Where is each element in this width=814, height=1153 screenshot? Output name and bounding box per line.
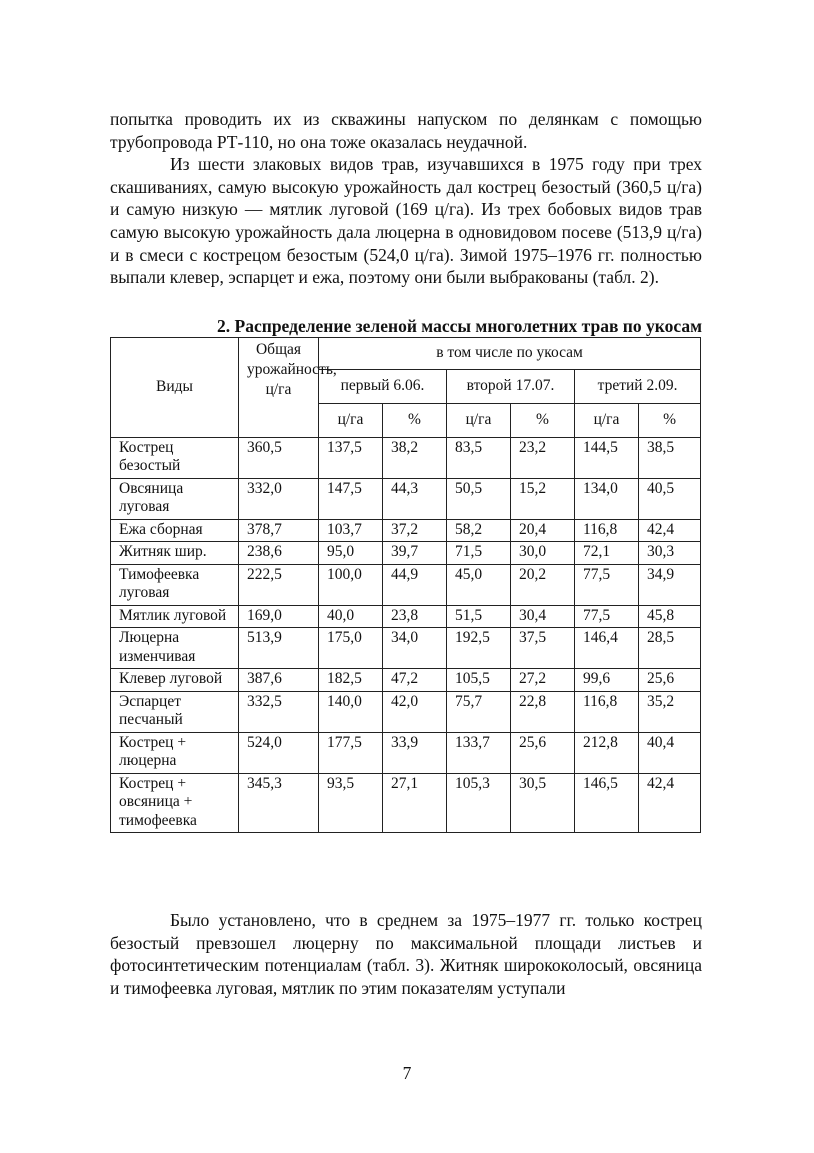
table-cell: 27,2 <box>511 669 575 692</box>
table-row <box>111 564 701 605</box>
header-unit-c: ц/га <box>447 403 511 437</box>
table-cell: 44,3 <box>383 478 447 519</box>
header-unit-pct: % <box>639 403 701 437</box>
table-cell: 47,2 <box>383 669 447 692</box>
species-name: Ежа сборная <box>111 519 239 542</box>
table-row <box>111 437 701 478</box>
table-row <box>111 773 701 833</box>
table-cell: 345,3 <box>239 773 319 833</box>
table-cell: 134,0 <box>575 478 639 519</box>
paragraph-1: попытка проводить их из скважины напуском по делянкам с помощью трубопровода РТ-110, но она тоже оказалась неудачной. <box>110 109 702 152</box>
species-name: Кострец + овсяница + тимофеевка <box>111 773 239 833</box>
paragraph-3: Было установлено, что в среднем за 1975–1977 гг. только кострец безостый превзошел люцерну по максимальной площади листьев и фотосинтетическим потенциалам (табл. 3). Житняк ширококолосый, овсяница и тимофеевка луговая, мятлик по этим показателям уступали <box>110 910 702 998</box>
table-cell: 40,5 <box>639 478 701 519</box>
table-cell: 524,0 <box>239 732 319 773</box>
table-cell: 42,4 <box>639 519 701 542</box>
table-cell: 360,5 <box>239 437 319 478</box>
table-cell: 83,5 <box>447 437 511 478</box>
table-cell: 44,9 <box>383 564 447 605</box>
table-cell: 20,2 <box>511 564 575 605</box>
header-unit-c: ц/га <box>575 403 639 437</box>
table-cell: 175,0 <box>319 628 383 669</box>
yield-table <box>110 337 701 834</box>
table-caption: 2. Распределение зеленой массы многолетних трав по укосам <box>217 315 702 336</box>
table-cell: 146,4 <box>575 628 639 669</box>
table-cell: 116,8 <box>575 691 639 732</box>
table-row <box>111 669 701 692</box>
table-cell: 51,5 <box>447 605 511 628</box>
header-including: в том числе по укосам <box>319 337 701 369</box>
header-unit-pct: % <box>383 403 447 437</box>
table-cell: 72,1 <box>575 542 639 565</box>
table-cell: 22,8 <box>511 691 575 732</box>
species-name: Житняк шир. <box>111 542 239 565</box>
table-cell: 30,5 <box>511 773 575 833</box>
table-cell: 332,0 <box>239 478 319 519</box>
table-cell: 28,5 <box>639 628 701 669</box>
table-cell: 37,2 <box>383 519 447 542</box>
table-cell: 95,0 <box>319 542 383 565</box>
species-name: Овсяница луговая <box>111 478 239 519</box>
table-cell: 23,8 <box>383 605 447 628</box>
page-body <box>110 108 702 833</box>
table-cell: 105,3 <box>447 773 511 833</box>
table-cell: 25,6 <box>511 732 575 773</box>
header-total-yield: Общая урожайность, ц/га <box>239 337 319 437</box>
table-cell: 105,5 <box>447 669 511 692</box>
table-row <box>111 519 701 542</box>
table-body <box>111 437 701 833</box>
table-row <box>111 732 701 773</box>
header-unit-c: ц/га <box>319 403 383 437</box>
table-cell: 103,7 <box>319 519 383 542</box>
table-cell: 50,5 <box>447 478 511 519</box>
table-cell: 133,7 <box>447 732 511 773</box>
table-cell: 37,5 <box>511 628 575 669</box>
table-cell: 140,0 <box>319 691 383 732</box>
bottom-paragraph-block <box>110 909 702 999</box>
table-row <box>111 691 701 732</box>
table-cell: 77,5 <box>575 564 639 605</box>
species-name: Кострец + люцерна <box>111 732 239 773</box>
table-cell: 182,5 <box>319 669 383 692</box>
table-cell: 147,5 <box>319 478 383 519</box>
table-cell: 378,7 <box>239 519 319 542</box>
table-cell: 30,3 <box>639 542 701 565</box>
table-cell: 30,4 <box>511 605 575 628</box>
header-cut-3: третий 2.09. <box>575 369 701 403</box>
table-cell: 144,5 <box>575 437 639 478</box>
table-cell: 42,4 <box>639 773 701 833</box>
table-cell: 34,9 <box>639 564 701 605</box>
table-cell: 99,6 <box>575 669 639 692</box>
table-row <box>111 628 701 669</box>
header-unit-pct: % <box>511 403 575 437</box>
table-cell: 387,6 <box>239 669 319 692</box>
table-cell: 20,4 <box>511 519 575 542</box>
table-cell: 33,9 <box>383 732 447 773</box>
table-cell: 238,6 <box>239 542 319 565</box>
table-cell: 75,7 <box>447 691 511 732</box>
table-cell: 116,8 <box>575 519 639 542</box>
header-cut-2: второй 17.07. <box>447 369 575 403</box>
table-cell: 25,6 <box>639 669 701 692</box>
table-cell: 71,5 <box>447 542 511 565</box>
table-cell: 332,5 <box>239 691 319 732</box>
table-cell: 177,5 <box>319 732 383 773</box>
table-cell: 35,2 <box>639 691 701 732</box>
header-species: Виды <box>111 337 239 437</box>
table-cell: 42,0 <box>383 691 447 732</box>
table-cell: 77,5 <box>575 605 639 628</box>
page-number: 7 <box>402 1063 412 1083</box>
table-cell: 39,7 <box>383 542 447 565</box>
table-cell: 93,5 <box>319 773 383 833</box>
table-cell: 40,4 <box>639 732 701 773</box>
table-cell: 45,0 <box>447 564 511 605</box>
species-name: Тимофеевка луговая <box>111 564 239 605</box>
table-row <box>111 542 701 565</box>
table-cell: 30,0 <box>511 542 575 565</box>
table-cell: 40,0 <box>319 605 383 628</box>
species-name: Мятлик луговой <box>111 605 239 628</box>
table-cell: 212,8 <box>575 732 639 773</box>
table-cell: 58,2 <box>447 519 511 542</box>
species-name: Люцерна изменчивая <box>111 628 239 669</box>
species-name: Эспарцет песчаный <box>111 691 239 732</box>
table-cell: 137,5 <box>319 437 383 478</box>
table-cell: 45,8 <box>639 605 701 628</box>
species-name: Клевер луговой <box>111 669 239 692</box>
table-cell: 192,5 <box>447 628 511 669</box>
table-cell: 169,0 <box>239 605 319 628</box>
table-cell: 34,0 <box>383 628 447 669</box>
table-cell: 513,9 <box>239 628 319 669</box>
table-cell: 27,1 <box>383 773 447 833</box>
table-row <box>111 478 701 519</box>
table-cell: 146,5 <box>575 773 639 833</box>
header-cut-1: первый 6.06. <box>319 369 447 403</box>
table-cell: 38,5 <box>639 437 701 478</box>
table-cell: 23,2 <box>511 437 575 478</box>
paragraph-2: Из шести злаковых видов трав, изучавшихся в 1975 году при трех скашиваниях, самую высокую урожайность дал кострец безостый (360,5 ц/га) и самую низкую — мятлик луговой (169 ц/га). Из трех бобовых видов трав самую высокую урожайность дала люцерна в одновидовом посеве (513,9 ц/га) и в смеси с кострецом безостым (524,0 ц/га). Зимой 1975–1976 гг. полностью выпали клевер, эспарцет и ежа, поэтому они были выбракованы (табл. 2). <box>110 154 702 288</box>
table-cell: 15,2 <box>511 478 575 519</box>
table-cell: 100,0 <box>319 564 383 605</box>
species-name: Кострец безостый <box>111 437 239 478</box>
table-row <box>111 605 701 628</box>
table-cell: 222,5 <box>239 564 319 605</box>
table-cell: 38,2 <box>383 437 447 478</box>
